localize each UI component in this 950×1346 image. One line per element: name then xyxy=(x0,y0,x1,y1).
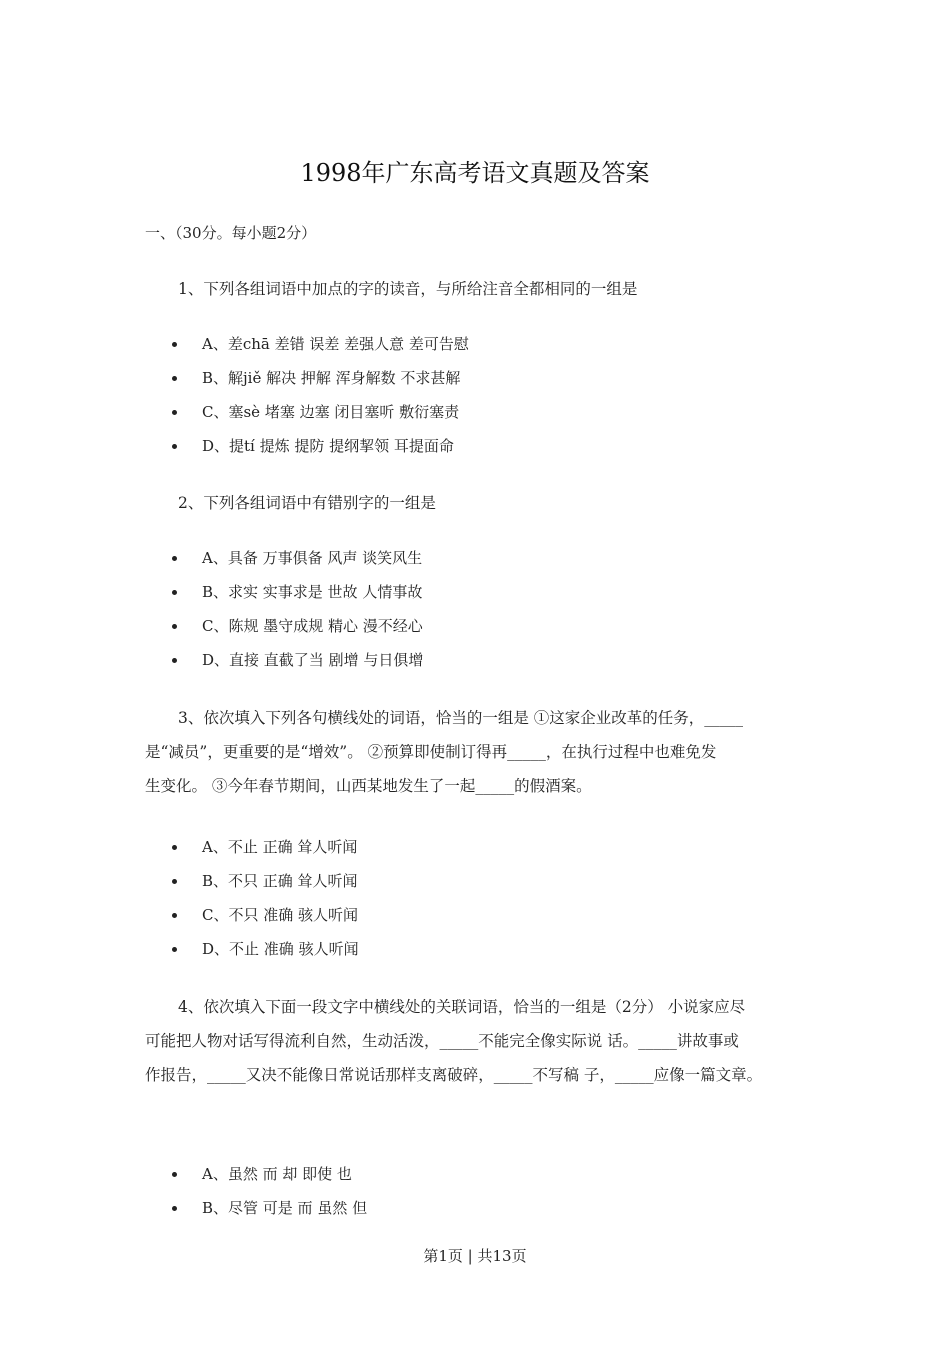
question-4-stem-line: 作报告，_____又决不能像日常说话那样支离破碎，_____不写稿 子，_____应像一篇文章。 xyxy=(145,1066,763,1084)
option-item xyxy=(172,643,423,677)
question-3-stem-line: 生变化。 ③今年春节期间，山西某地发生了一起_____的假酒案。 xyxy=(145,777,592,795)
option-item xyxy=(172,395,469,429)
option-text: A、虽然 而 却 即使 也 xyxy=(202,1165,352,1183)
option-item xyxy=(172,327,469,361)
page-footer: 第1页 | 共13页 xyxy=(423,1247,527,1265)
option-item xyxy=(172,864,359,898)
option-item xyxy=(172,361,469,395)
question-1 xyxy=(145,272,807,306)
option-text: A、差chā 差错 误差 差强人意 差可告慰 xyxy=(202,335,469,353)
bullet-icon xyxy=(172,556,177,561)
bullet-icon xyxy=(172,1172,177,1177)
option-item xyxy=(172,898,359,932)
page-title: 1998年广东高考语文真题及答案 xyxy=(300,159,650,187)
question-3-options xyxy=(172,830,359,966)
option-text: C、塞sè 堵塞 边塞 闭目塞听 敷衍塞责 xyxy=(202,403,460,421)
bullet-icon xyxy=(172,624,177,629)
bullet-icon xyxy=(172,1206,177,1211)
option-text: B、尽管 可是 而 虽然 但 xyxy=(202,1199,368,1217)
question-2 xyxy=(145,486,807,520)
question-4-stem-line: 4、依次填入下面一段文字中横线处的关联词语，恰当的一组是（2分） 小说家应尽 xyxy=(178,998,746,1016)
bullet-icon xyxy=(172,444,177,449)
option-text: B、解jiě 解决 押解 浑身解数 不求甚解 xyxy=(202,369,461,387)
question-3 xyxy=(145,701,807,803)
option-item xyxy=(172,932,359,966)
option-text: C、陈规 墨守成规 精心 漫不经心 xyxy=(202,617,423,635)
option-item xyxy=(172,575,423,609)
option-item xyxy=(172,429,469,463)
option-item xyxy=(172,830,359,864)
option-text: C、不只 准确 骇人听闻 xyxy=(202,906,359,924)
option-item xyxy=(172,1191,367,1225)
bullet-icon xyxy=(172,913,177,918)
question-4-options xyxy=(172,1157,367,1225)
option-item xyxy=(172,541,423,575)
option-text: B、不只 正确 耸人听闻 xyxy=(202,872,358,890)
bullet-icon xyxy=(172,342,177,347)
option-item xyxy=(172,609,423,643)
bullet-icon xyxy=(172,879,177,884)
question-2-options xyxy=(172,541,423,677)
question-3-stem-line: 3、依次填入下列各句横线处的词语，恰当的一组是 ①这家企业改革的任务，_____ xyxy=(178,709,744,727)
bullet-icon xyxy=(172,947,177,952)
bullet-icon xyxy=(172,590,177,595)
option-text: D、不止 准确 骇人听闻 xyxy=(202,940,359,958)
question-1-stem: 1、下列各组词语中加点的字的读音，与所给注音全都相同的一组是 xyxy=(178,280,638,298)
option-text: B、求实 实事求是 世故 人情事故 xyxy=(202,583,423,601)
option-item xyxy=(172,1157,367,1191)
option-text: A、不止 正确 耸人听闻 xyxy=(202,838,358,856)
question-4-stem-line: 可能把人物对话写得流利自然，生动活泼，_____不能完全像实际说 话。_____讲故事或 xyxy=(145,1032,739,1050)
bullet-icon xyxy=(172,658,177,663)
section-heading: 一、（30分。每小题2分） xyxy=(145,224,317,242)
bullet-icon xyxy=(172,376,177,381)
bullet-icon xyxy=(172,845,177,850)
bullet-icon xyxy=(172,410,177,415)
question-4 xyxy=(145,990,807,1092)
question-1-options xyxy=(172,327,469,463)
question-2-stem: 2、下列各组词语中有错别字的一组是 xyxy=(178,494,436,512)
option-text: D、直接 直截了当 剧增 与日俱增 xyxy=(202,651,424,669)
question-3-stem-line: 是“减员”，更重要的是“增效”。 ②预算即使制订得再_____，在执行过程中也难免发 xyxy=(145,743,717,761)
option-text: D、提tí 提炼 提防 提纲挈领 耳提面命 xyxy=(202,437,454,455)
option-text: A、具备 万事俱备 风声 谈笑风生 xyxy=(202,549,423,567)
